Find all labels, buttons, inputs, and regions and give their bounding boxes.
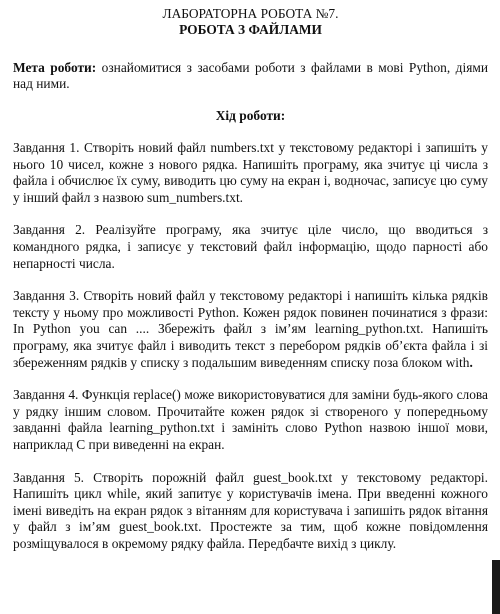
purpose-label: Мета роботи: — [13, 60, 97, 75]
task-4-text: Завдання 4. Функція replace() може використовуватися для заміни будь-якого слова у рядку іншим словом. Прочитайте кожен рядок зі створеного у попередньому завданні файла learning_python.txt і замініть слово Python назвою іншої мови, наприклад С при виведенні на екран. — [13, 387, 488, 452]
purpose-paragraph — [13, 60, 488, 92]
task-5-text: Завдання 5. Створіть порожній файл guest_book.txt у текстовому редакторі. Напишіть цикл while, який запитує у користувачів імена. При введенні кожного імені виведіть на екран рядок з вітанням для користувача і запишіть рядок вітання у файл з ім’ям guest_book.txt. Простежте за тим, щоб кожне повідомлення розміщувалося в окремому рядку файла. Передбачте вихід з циклу. — [13, 469, 488, 551]
purpose-text: ознайомитися з засобами роботи з файлами в мові Python, діями над ними. — [13, 60, 488, 91]
task-2 — [13, 222, 488, 272]
task-2-text: Завдання 2. Реалізуйте програму, яка зчитує ціле число, що вводиться з командного рядка, і записує у текстовий файл інформацію, щодо парності або непарності числа. — [13, 222, 488, 271]
task-5 — [13, 470, 488, 553]
progress-heading: Хід роботи: — [215, 108, 286, 123]
task-1 — [13, 140, 488, 206]
lab-title: ЛАБОРАТОРНА РОБОТА №7. — [162, 6, 339, 21]
task-1-text: Завдання 1. Створіть новий файл numbers.txt у текстовому редакторі і запишіть у нього 10 чисел, кожне з нового рядка. Напишіть програму, яка зчитує ці числа з файла і обчислює їх суму, виводить цю суму на екран і, водночас, записує цю суму у інший файл з назвою sum_numbers.txt. — [13, 140, 488, 205]
task-3-tail: . — [469, 354, 473, 370]
lab-topic: РОБОТА З ФАЙЛАМИ — [179, 22, 322, 37]
task-3 — [13, 288, 488, 371]
scrollbar-thumb[interactable] — [492, 560, 500, 614]
task-4 — [13, 387, 488, 453]
task-3-text: Завдання 3. Створіть новий файл у текстовому редакторі і напишіть кілька рядків тексту у ньому про можливості Python. Кожен рядок повинен починатися з фрази: In Python you can .... Збережіть файл з ім’ям learning_python.txt. Напишіть програму, яка зчитує файл і виводить текст з перебором рядків об’єкта файла і зі збереженням рядків у списку з подальшим виведенням списку поза блоком with — [13, 288, 488, 370]
